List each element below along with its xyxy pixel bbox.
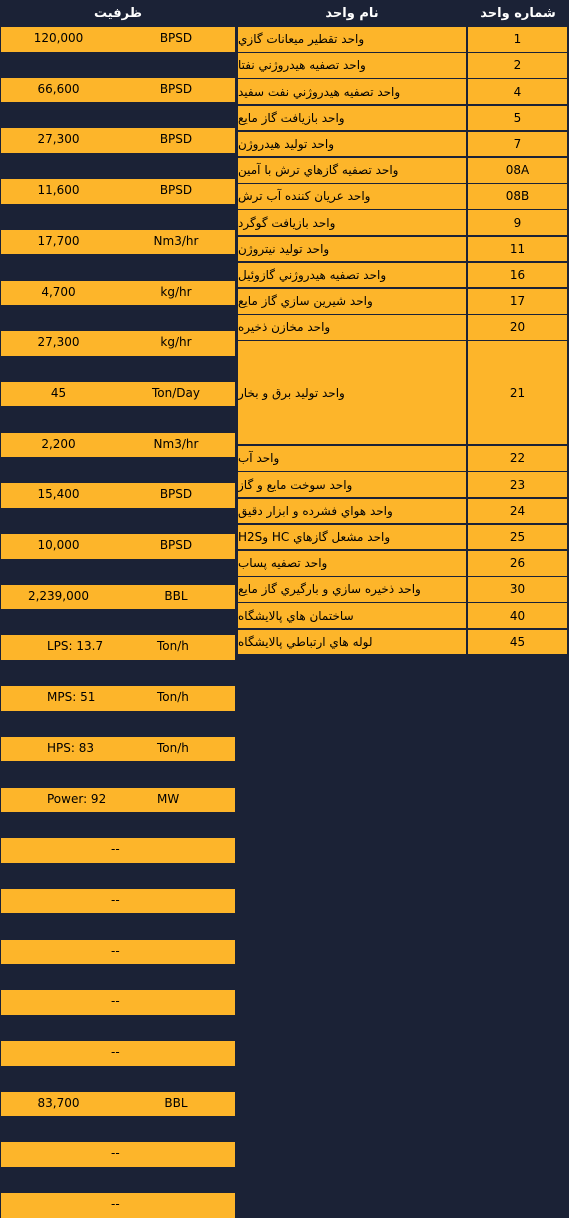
unit-name: لوله هاي ارتباطي پالايشگاه	[238, 630, 466, 655]
unit-capacity	[1, 889, 235, 914]
capacity-value: 11,600	[37, 183, 80, 198]
unit-number: 26	[468, 551, 567, 576]
unit-number: 2	[468, 53, 567, 78]
capacity-value: 45	[50, 385, 67, 400]
capacity-value: 2,200	[41, 436, 76, 451]
unit-name: واحد تصفيه گازهاي ترش با آمين	[238, 158, 466, 183]
capacity-value: 66,600	[37, 81, 80, 96]
subrow-value: HPS: 83	[47, 740, 95, 755]
unit-name: واحد ذخيره سازي و بارگيري گاز مايع	[238, 577, 466, 602]
unit-name: واحد هواي فشرده و ابزار دقيق	[238, 499, 466, 524]
unit-name: واحد تقطير ميعانات گازي	[238, 27, 466, 52]
unit-name: واحد عريان كننده آب ترش	[238, 184, 466, 209]
subrow-value: LPS: 13.7	[47, 639, 104, 654]
capacity-unit: BPSD	[159, 132, 193, 147]
unit-name: واحد مخازن ذخيره	[238, 315, 466, 340]
unit-name: ساختمان هاي پالايشگاه	[238, 603, 466, 628]
subrow-unit: MW	[157, 791, 180, 806]
capacity-value: --	[111, 1197, 120, 1212]
capacity-unit: kg/hr	[160, 335, 192, 350]
capacity-unit: Nm3/hr	[153, 233, 199, 248]
unit-number: 08B	[468, 184, 567, 209]
unit-capacity	[1, 940, 235, 965]
capacity-value: --	[111, 994, 120, 1009]
subrow-unit: Ton/h	[157, 690, 189, 705]
unit-name: واحد بازيافت گاز مايع	[238, 106, 466, 131]
unit-capacity	[1, 128, 235, 153]
unit-capacity	[1, 281, 235, 306]
subrow-unit: Ton/h	[157, 639, 189, 654]
capacity-value: --	[111, 1146, 120, 1161]
capacity-value: 17,700	[37, 233, 80, 248]
capacity-value: 27,300	[37, 335, 80, 350]
unit-capacity	[1, 78, 235, 103]
unit-number: 4	[468, 79, 567, 104]
capacity-value: 120,000	[33, 31, 84, 45]
capacity-unit: BBL	[164, 588, 188, 603]
capacity-unit: Ton/Day	[152, 385, 200, 400]
capacity-value: 4,700	[41, 284, 76, 299]
unit-number: 7	[468, 132, 567, 157]
unit-name: واحد تصفيه پساب	[238, 551, 466, 576]
unit-number: 21	[468, 341, 567, 444]
capacity-unit: kg/hr	[160, 284, 192, 299]
unit-capacity	[1, 838, 235, 863]
capacity-unit: BBL	[164, 1095, 188, 1110]
capacity-value: --	[111, 1045, 120, 1059]
unit-number: 20	[468, 315, 567, 340]
unit-capacity	[1, 1092, 235, 1117]
capacity-unit: Nm3/hr	[153, 436, 199, 451]
header-unit-number: شماره واحد	[468, 0, 568, 26]
header-capacity: ظرفیت	[1, 0, 235, 26]
unit-number: 16	[468, 263, 567, 288]
unit-capacity	[1, 230, 235, 255]
unit-number: 9	[468, 210, 567, 235]
unit-name: واحد شيرين سازي گاز مايع	[238, 289, 466, 314]
unit-number: 22	[468, 446, 567, 471]
unit-name: واحد آب	[238, 446, 466, 471]
unit-number: 11	[468, 237, 567, 262]
steam-power-subrow	[1, 686, 235, 711]
unit-capacity	[1, 585, 235, 610]
unit-name: واحد تصفيه هيدروژني نفت سفيد	[238, 79, 466, 104]
unit-name: واحد توليد نيتروژن	[238, 237, 466, 262]
unit-capacity	[1, 1041, 235, 1066]
unit-number: 1	[468, 27, 567, 52]
unit-name: واحد توليد برق و بخار	[238, 341, 466, 444]
subrow-value: MPS: 51	[47, 690, 96, 705]
capacity-unit: BPSD	[159, 183, 193, 198]
unit-name: واحد تصفيه هيدروژني گازوئيل	[238, 263, 466, 288]
unit-number: 17	[468, 289, 567, 314]
unit-number: 5	[468, 106, 567, 131]
unit-capacity	[1, 990, 235, 1015]
unit-name: واحد تصفيه هيدروژني نفتا	[238, 53, 466, 78]
unit-capacity	[1, 1142, 235, 1167]
subrow-unit: Ton/h	[157, 740, 189, 755]
unit-capacity	[1, 27, 235, 52]
unit-capacity	[1, 1193, 235, 1218]
capacity-unit: BPSD	[159, 31, 193, 45]
unit-capacity	[1, 433, 235, 458]
capacity-value: --	[111, 892, 120, 907]
unit-number: 08A	[468, 158, 567, 183]
subrow-value: Power: 92	[47, 791, 107, 806]
unit-name: واحد سوخت مايع و گاز	[238, 472, 466, 497]
capacity-value: 83,700	[37, 1095, 80, 1110]
unit-capacity	[1, 331, 235, 356]
capacity-value: --	[111, 943, 120, 958]
capacity-value: 2,239,000	[27, 588, 90, 603]
unit-number: 45	[468, 630, 567, 655]
steam-power-subrow	[1, 737, 235, 762]
unit-capacity	[1, 534, 235, 559]
unit-capacity	[1, 483, 235, 508]
unit-number: 30	[468, 577, 567, 602]
unit-name: واحد بازيافت گوگرد	[238, 210, 466, 235]
unit-number: 40	[468, 603, 567, 628]
capacity-unit: BPSD	[159, 487, 193, 502]
capacity-unit: BPSD	[159, 81, 193, 96]
capacity-value: --	[111, 842, 120, 857]
capacity-value: 10,000	[37, 538, 80, 552]
unit-capacity	[1, 382, 235, 407]
unit-name: واحد توليد هيدروژن	[238, 132, 466, 157]
capacity-value: 27,300	[37, 132, 80, 147]
unit-number: 25	[468, 525, 567, 550]
unit-name: واحد مشعل گازهاي HC وH2S	[238, 525, 466, 550]
unit-number: 24	[468, 499, 567, 524]
capacity-unit: BPSD	[159, 538, 193, 552]
steam-power-subrow	[1, 635, 235, 660]
header-unit-name: نام واحد	[238, 0, 466, 26]
capacity-value: 15,400	[37, 487, 80, 502]
unit-number: 23	[468, 472, 567, 497]
unit-capacity	[1, 179, 235, 204]
steam-power-subrow	[1, 788, 235, 813]
